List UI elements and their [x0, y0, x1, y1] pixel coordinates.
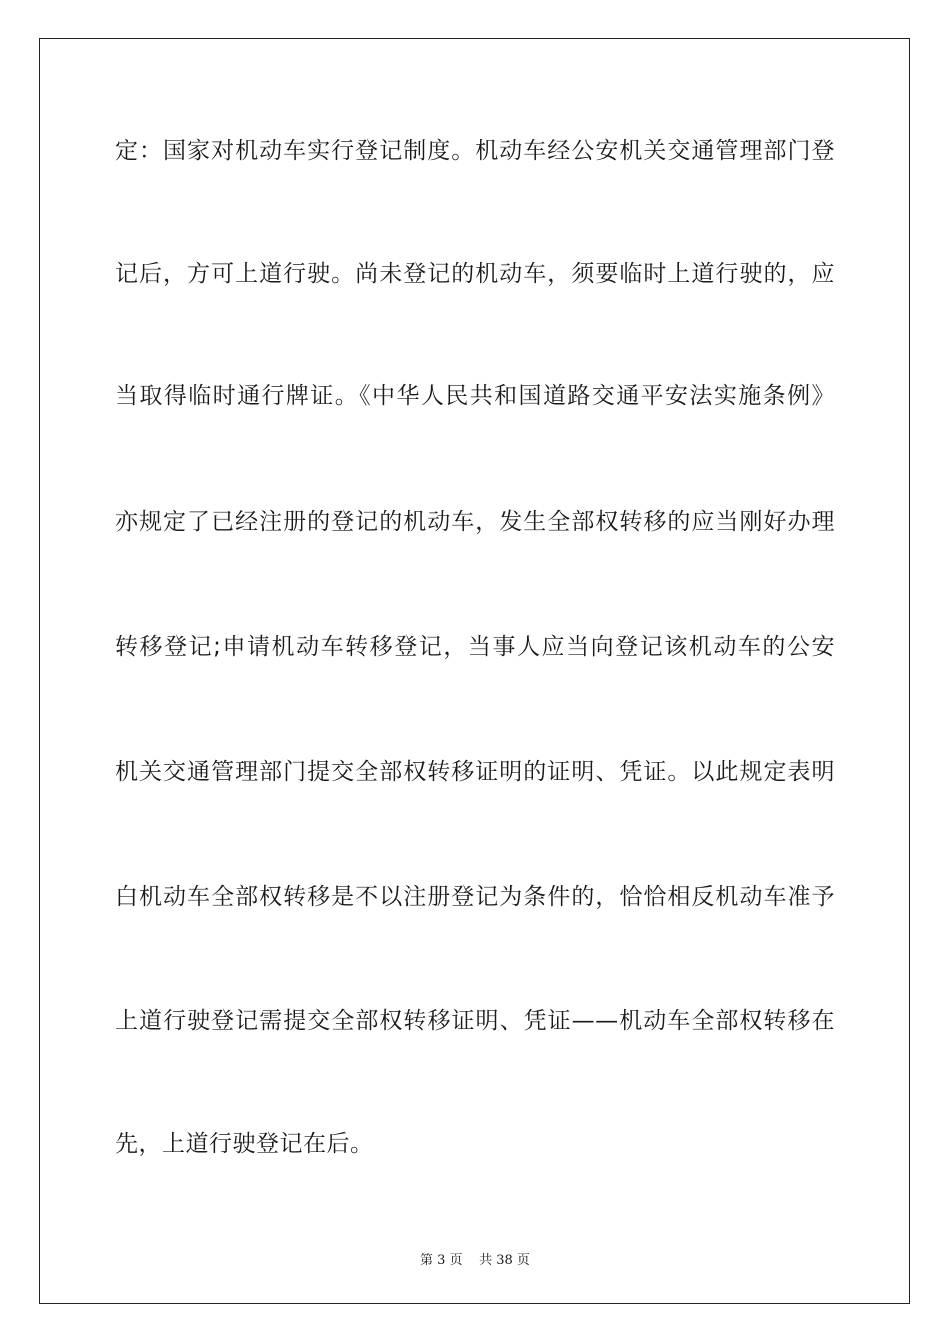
- paragraph-line: 白机动车全部权转移是不以注册登记为条件的，恰恰相反机动车准予: [115, 884, 835, 910]
- paragraph-line: 定：国家对机动车实行登记制度。机动车经公安机关交通管理部门登: [115, 138, 835, 164]
- page-footer: [0, 1249, 950, 1268]
- paragraph-line: 记后，方可上道行驶。尚未登记的机动车，须要临时上道行驶的，应: [115, 261, 835, 287]
- paragraph-line: 上道行驶登记需提交全部权转移证明、凭证——机动车全部权转移在: [115, 1008, 835, 1034]
- paragraph-line: 先，上道行驶登记在后。: [115, 1131, 374, 1157]
- page-number: 第 3 页: [420, 1253, 463, 1268]
- paragraph-line: 当取得临时通行牌证。《中华人民共和国道路交通平安法实施条例》: [115, 383, 835, 409]
- paragraph-line: 亦规定了已经注册的登记的机动车，发生全部权转移的应当刚好办理: [115, 509, 835, 535]
- page-total: 共 38 页: [479, 1253, 530, 1268]
- page-border: [39, 38, 910, 1304]
- paragraph-line: 转移登记;申请机动车转移登记，当事人应当向登记该机动车的公安: [115, 634, 835, 660]
- paragraph-line: 机关交通管理部门提交全部权转移证明的证明、凭证。以此规定表明: [115, 759, 835, 785]
